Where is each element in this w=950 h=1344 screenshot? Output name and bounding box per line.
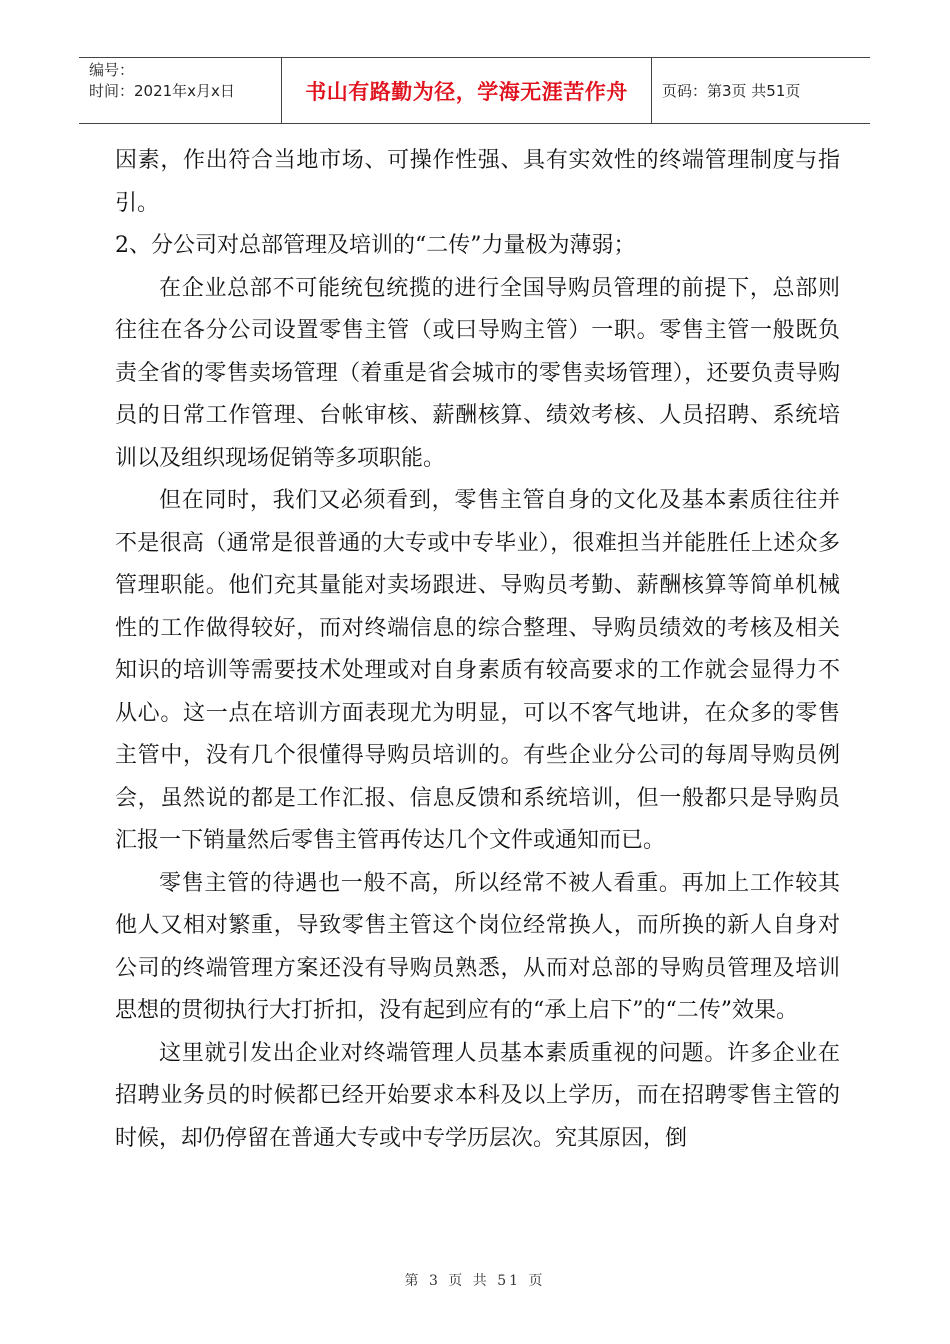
header-meta — [79, 58, 281, 123]
header-page-info: 页码：第3页 共51页 — [662, 82, 801, 100]
paragraph: 在企业总部不可能统包统揽的进行全国导购员管理的前提下，总部则往往在各分公司设置零售主管（或曰导购主管）一职。零售主管一般既负责全省的零售卖场管理（着重是省会城市的零售卖场管理），还要负责导购员的日常工作管理、台帐审核、薪酬核算、绩效考核、人员招聘、系统培训以及组织现场促销等多项职能。 — [115, 275, 840, 471]
paragraph: 零售主管的待遇也一般不高，所以经常不被人看重。再加上工作较其他人又相对繁重，导致零售主管这个岗位经常换人，而所换的新人自身对公司的终端管理方案还没有导购员熟悉，从而对总部的导购员管理及培训思想的贯彻执行大打折扣，没有起到应有的“承上启下”的“二传”效果。 — [115, 870, 840, 1023]
header-motto: 书山有路勤为径，学海无涯苦作舟 — [281, 58, 652, 123]
section-heading: 2、分公司对总部管理及培训的“二传”力量极为薄弱； — [115, 233, 636, 258]
paragraph: 但在同时，我们又必须看到，零售主管自身的文化及基本素质往往并不是很高（通常是很普通的大专或中专毕业），很难担当并能胜任上述众多管理职能。他们充其量能对卖场跟进、导购员考勤、薪酬核算等简单机械性的工作做得较好，而对终端信息的综合整理、导购员绩效的考核及相关知识的培训等需要技术处理或对自身素质有较高要求的工作就会显得力不从心。这一点在培训方面表现尤为明显，可以不客气地讲，在众多的零售主管中，没有几个很懂得导购员培训的。有些企业分公司的每周导购员例会，虽然说的都是工作汇报、信息反馈和系统培训，但一般都只是导购员汇报一下销量然后零售主管再传达几个文件或通知而已。 — [115, 488, 840, 853]
document-number-label: 编号： — [89, 61, 135, 79]
paragraph: 这里就引发出企业对终端管理人员基本素质重视的问题。许多企业在招聘业务员的时候都已经开始要求本科及以上学历，而在招聘零售主管的时候，却仍停留在普通大专或中专学历层次。究其原因，倒 — [115, 1040, 840, 1151]
document-date-label: 时间：2021年x月x日 — [89, 82, 235, 100]
document-body — [115, 140, 840, 1160]
paragraph-continuation: 因素，作出符合当地市场、可操作性强、具有实效性的终端管理制度与指引。 — [115, 148, 840, 216]
page-header — [79, 57, 870, 124]
page-footer: 第 3 页 共 51 页 — [404, 1273, 546, 1289]
